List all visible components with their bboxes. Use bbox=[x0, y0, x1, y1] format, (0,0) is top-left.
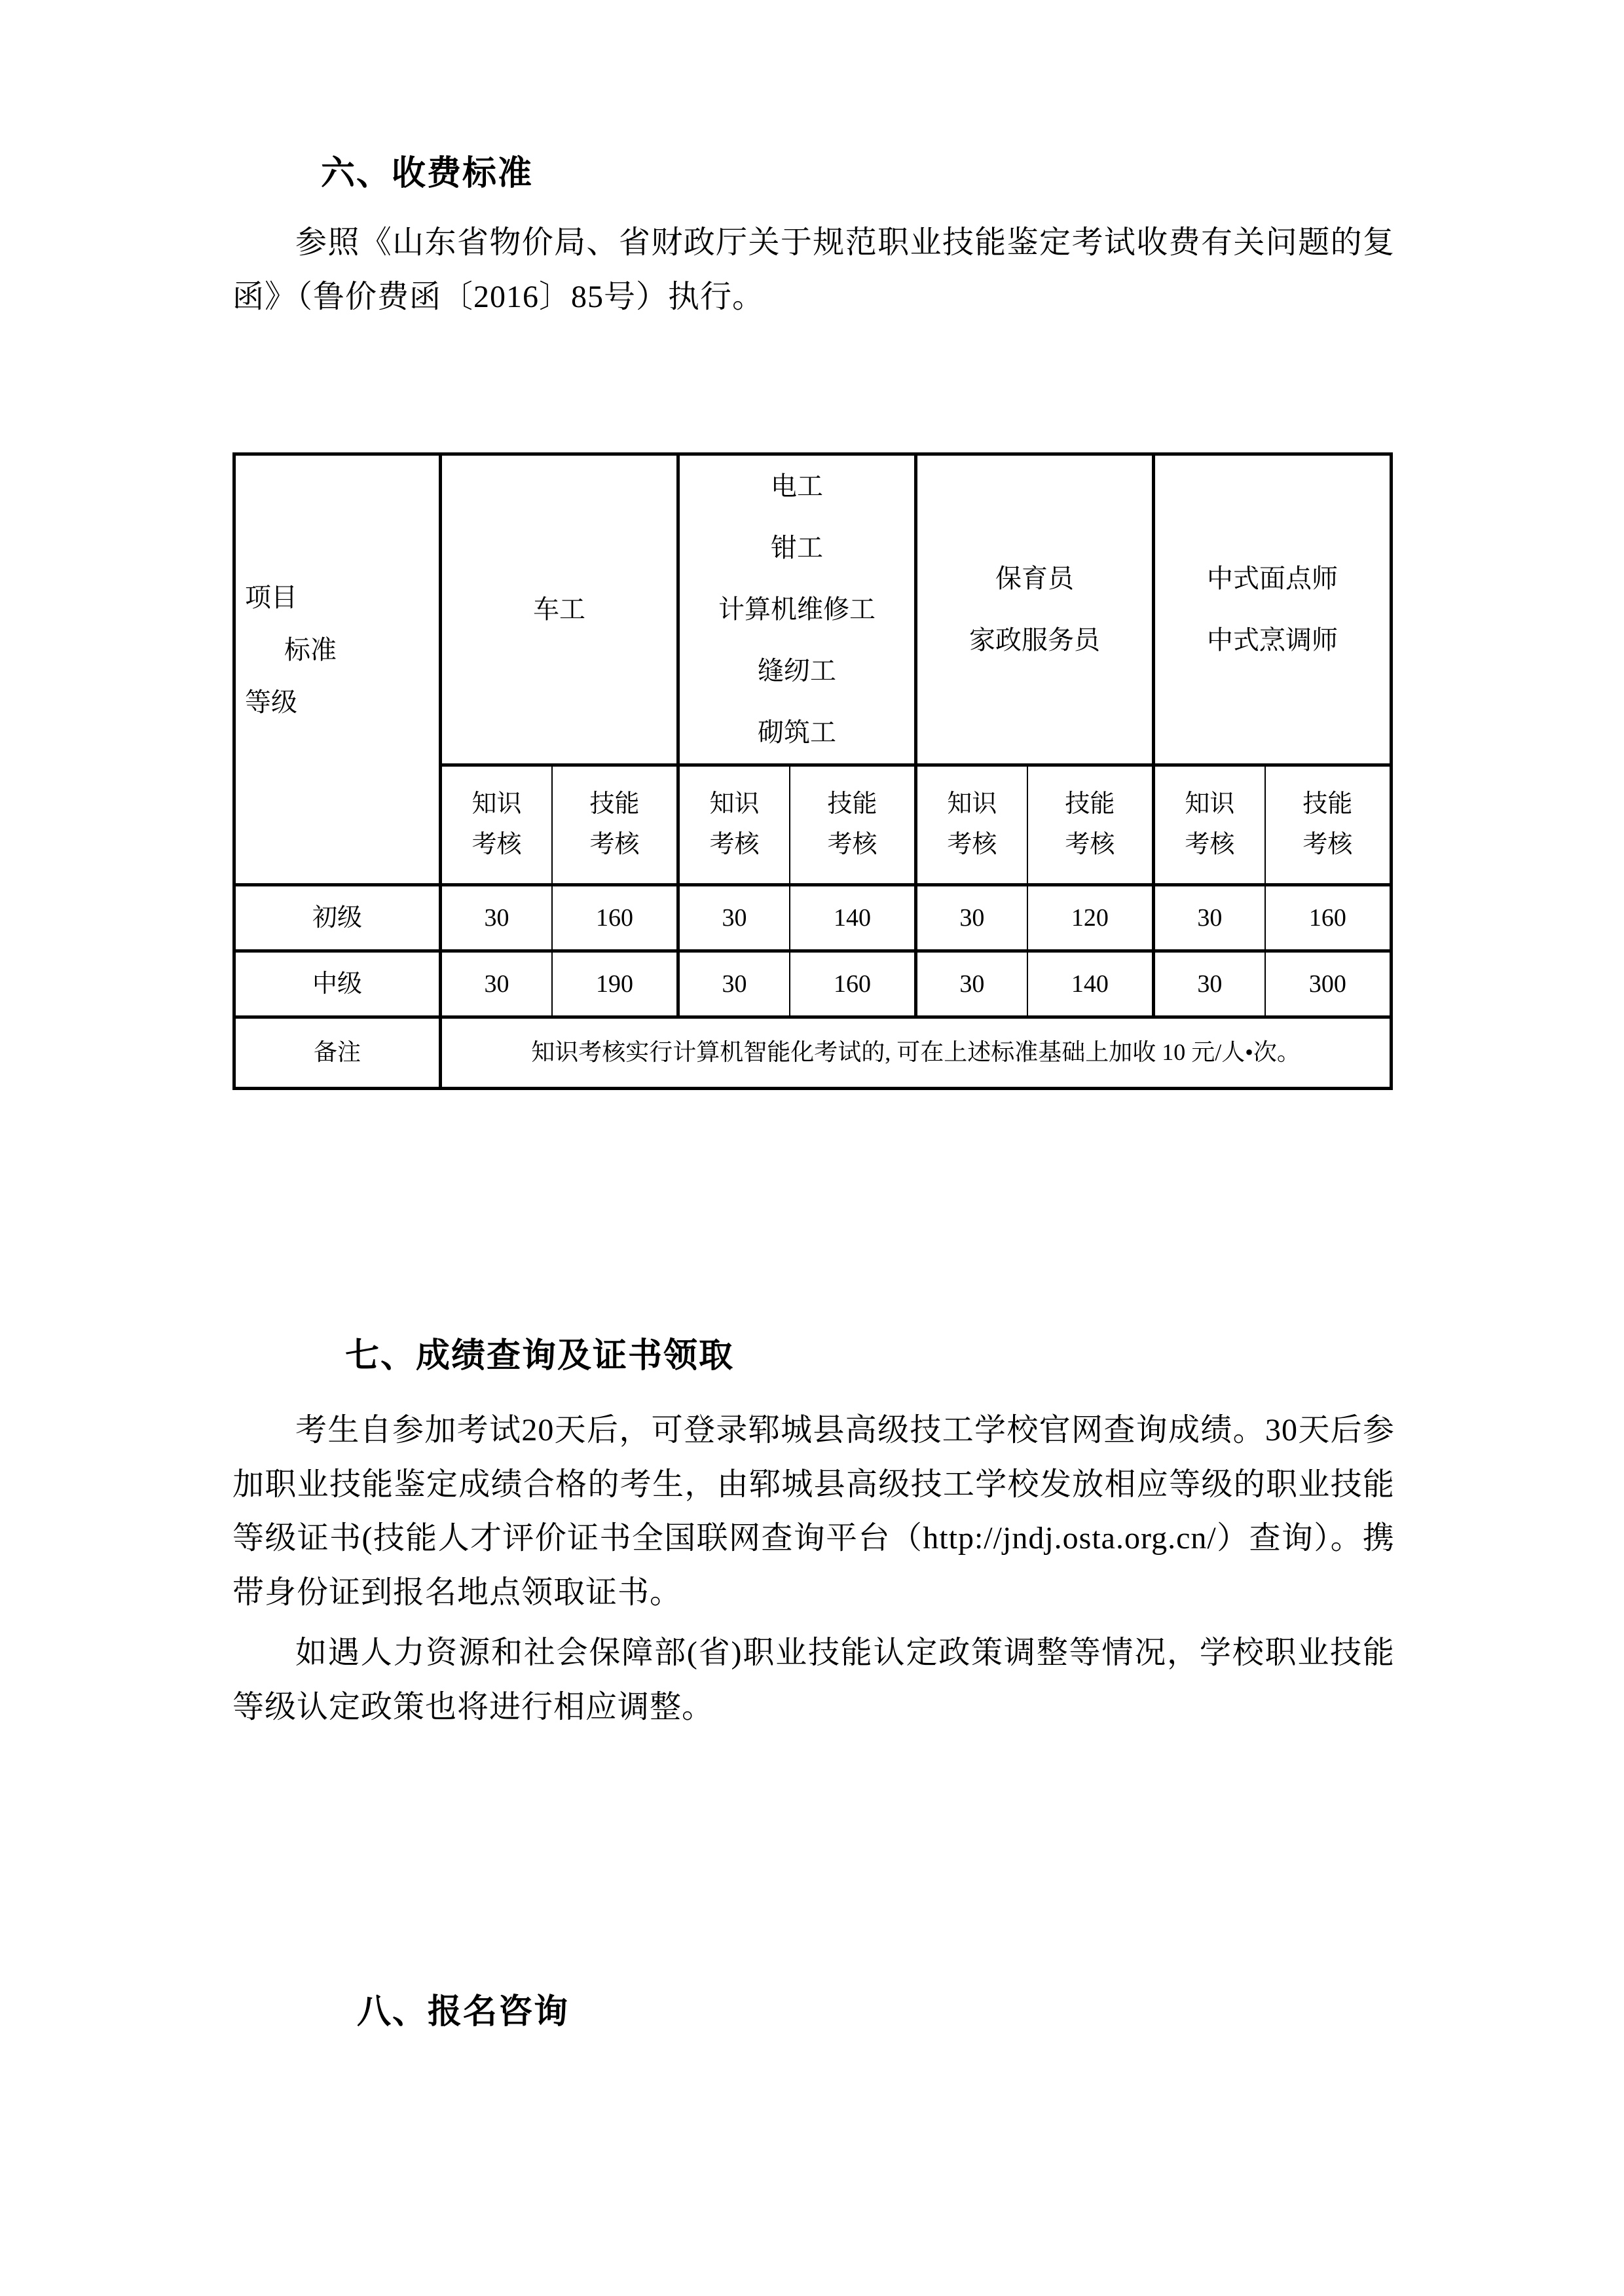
sub-header-cell bbox=[678, 765, 790, 885]
sub-header-line2: 考核 bbox=[827, 831, 877, 858]
sub-header-line1: 技能 bbox=[1302, 790, 1353, 818]
sub-header-cell bbox=[552, 765, 678, 885]
trade-name: 计算机维修工 bbox=[718, 594, 876, 624]
fee-value: 30 bbox=[916, 885, 1027, 951]
sub-header-line2: 考核 bbox=[947, 831, 997, 858]
fee-value: 190 bbox=[552, 951, 678, 1017]
table-row bbox=[234, 951, 1392, 1017]
section-heading-score-query bbox=[345, 1328, 734, 1377]
trade-group-header bbox=[1153, 454, 1391, 765]
trade-name: 家政服务员 bbox=[969, 625, 1100, 655]
remark-text: 知识考核实行计算机智能化考试的, 可在上述标准基础上加收 10 元/人•次。 bbox=[441, 1017, 1392, 1089]
sub-header-line1: 技能 bbox=[1065, 790, 1115, 818]
fee-value: 120 bbox=[1027, 885, 1154, 951]
trade-name: 车工 bbox=[533, 594, 586, 624]
trade-name: 中式烹调师 bbox=[1206, 625, 1338, 655]
fee-value: 30 bbox=[441, 885, 552, 951]
row-level-label: 中级 bbox=[234, 951, 441, 1017]
table-group-header-row bbox=[234, 454, 1392, 765]
paragraph: 考生自参加考试20天后，可登录郓城县高级技工学校官网查询成绩。30天后参加职业技能鉴定成绩合格的考生，由郓城县高级技工学校发放相应等级的职业技能等级证书(技能人才评价证书全国联网查询平台（http://jndj.osta.org.cn/）查询）。携带身份证到报名地点领取证书。 bbox=[232, 1413, 1395, 1610]
fee-value: 30 bbox=[916, 951, 1027, 1017]
trade-group-header bbox=[678, 454, 916, 765]
fee-value: 30 bbox=[1153, 885, 1264, 951]
sub-header-line1: 技能 bbox=[589, 790, 640, 818]
remark-label: 备注 bbox=[234, 1017, 441, 1089]
paragraph: 参照《山东省物价局、省财政厅关于规范职业技能鉴定考试收费有关问题的复函》（鲁价费函〔2016〕85号）执行。 bbox=[232, 225, 1395, 314]
table-remark-row bbox=[234, 1017, 1392, 1089]
fee-standard-table bbox=[232, 452, 1393, 1090]
sub-header-cell bbox=[1265, 765, 1392, 885]
sub-header-line2: 考核 bbox=[1185, 831, 1235, 858]
section-heading-registration-consult bbox=[357, 1984, 569, 2033]
sub-header-line2: 考核 bbox=[471, 831, 522, 858]
trade-name: 砌筑工 bbox=[758, 718, 837, 747]
paragraph: 如遇人力资源和社会保障部(省)职业技能认定政策调整等情况，学校职业技能等级认定政策也将进行相应调整。 bbox=[232, 1635, 1395, 1724]
fee-value: 30 bbox=[441, 951, 552, 1017]
table-corner-cell bbox=[234, 454, 441, 885]
sub-header-line1: 知识 bbox=[709, 790, 760, 818]
heading-text: 七、成绩查询及证书领取 bbox=[345, 1336, 735, 1376]
trade-group-header bbox=[441, 454, 678, 765]
trade-name: 中式面点师 bbox=[1206, 564, 1338, 593]
sub-header-line1: 知识 bbox=[947, 790, 997, 818]
sub-header-line1: 知识 bbox=[471, 790, 522, 818]
corner-standard-label: 标准 bbox=[284, 635, 337, 665]
table-row bbox=[234, 885, 1392, 951]
fee-value: 140 bbox=[1027, 951, 1154, 1017]
sub-header-line2: 考核 bbox=[1302, 831, 1353, 858]
sub-header-cell bbox=[790, 765, 916, 885]
sub-header-line1: 技能 bbox=[827, 790, 877, 818]
fee-value: 30 bbox=[678, 951, 790, 1017]
section-heading-fee-standard bbox=[321, 145, 533, 194]
section-body-fee-standard bbox=[232, 216, 1395, 324]
trade-name: 钳工 bbox=[771, 533, 824, 562]
sub-header-line1: 知识 bbox=[1185, 790, 1235, 818]
sub-header-cell bbox=[441, 765, 552, 885]
fee-value: 30 bbox=[1153, 951, 1264, 1017]
fee-value: 160 bbox=[790, 951, 916, 1017]
sub-header-cell bbox=[1027, 765, 1154, 885]
fee-value: 300 bbox=[1265, 951, 1392, 1017]
trade-name: 电工 bbox=[771, 471, 824, 501]
row-level-label: 初级 bbox=[234, 885, 441, 951]
section-body-score-query bbox=[232, 1404, 1395, 1734]
sub-header-cell bbox=[1153, 765, 1264, 885]
trade-name: 保育员 bbox=[995, 564, 1074, 593]
fee-value: 160 bbox=[1265, 885, 1392, 951]
corner-item-label: 项目 bbox=[245, 583, 297, 612]
trade-group-header bbox=[916, 454, 1154, 765]
sub-header-line2: 考核 bbox=[589, 831, 640, 858]
sub-header-line2: 考核 bbox=[1065, 831, 1115, 858]
fee-value: 160 bbox=[552, 885, 678, 951]
heading-text: 八、报名咨询 bbox=[357, 1992, 570, 2032]
corner-level-label: 等级 bbox=[245, 687, 297, 717]
sub-header-cell bbox=[916, 765, 1027, 885]
fee-value: 140 bbox=[790, 885, 916, 951]
sub-header-line2: 考核 bbox=[709, 831, 760, 858]
trade-name: 缝纫工 bbox=[758, 656, 837, 685]
heading-text: 六、收费标准 bbox=[321, 154, 534, 193]
fee-value: 30 bbox=[678, 885, 790, 951]
